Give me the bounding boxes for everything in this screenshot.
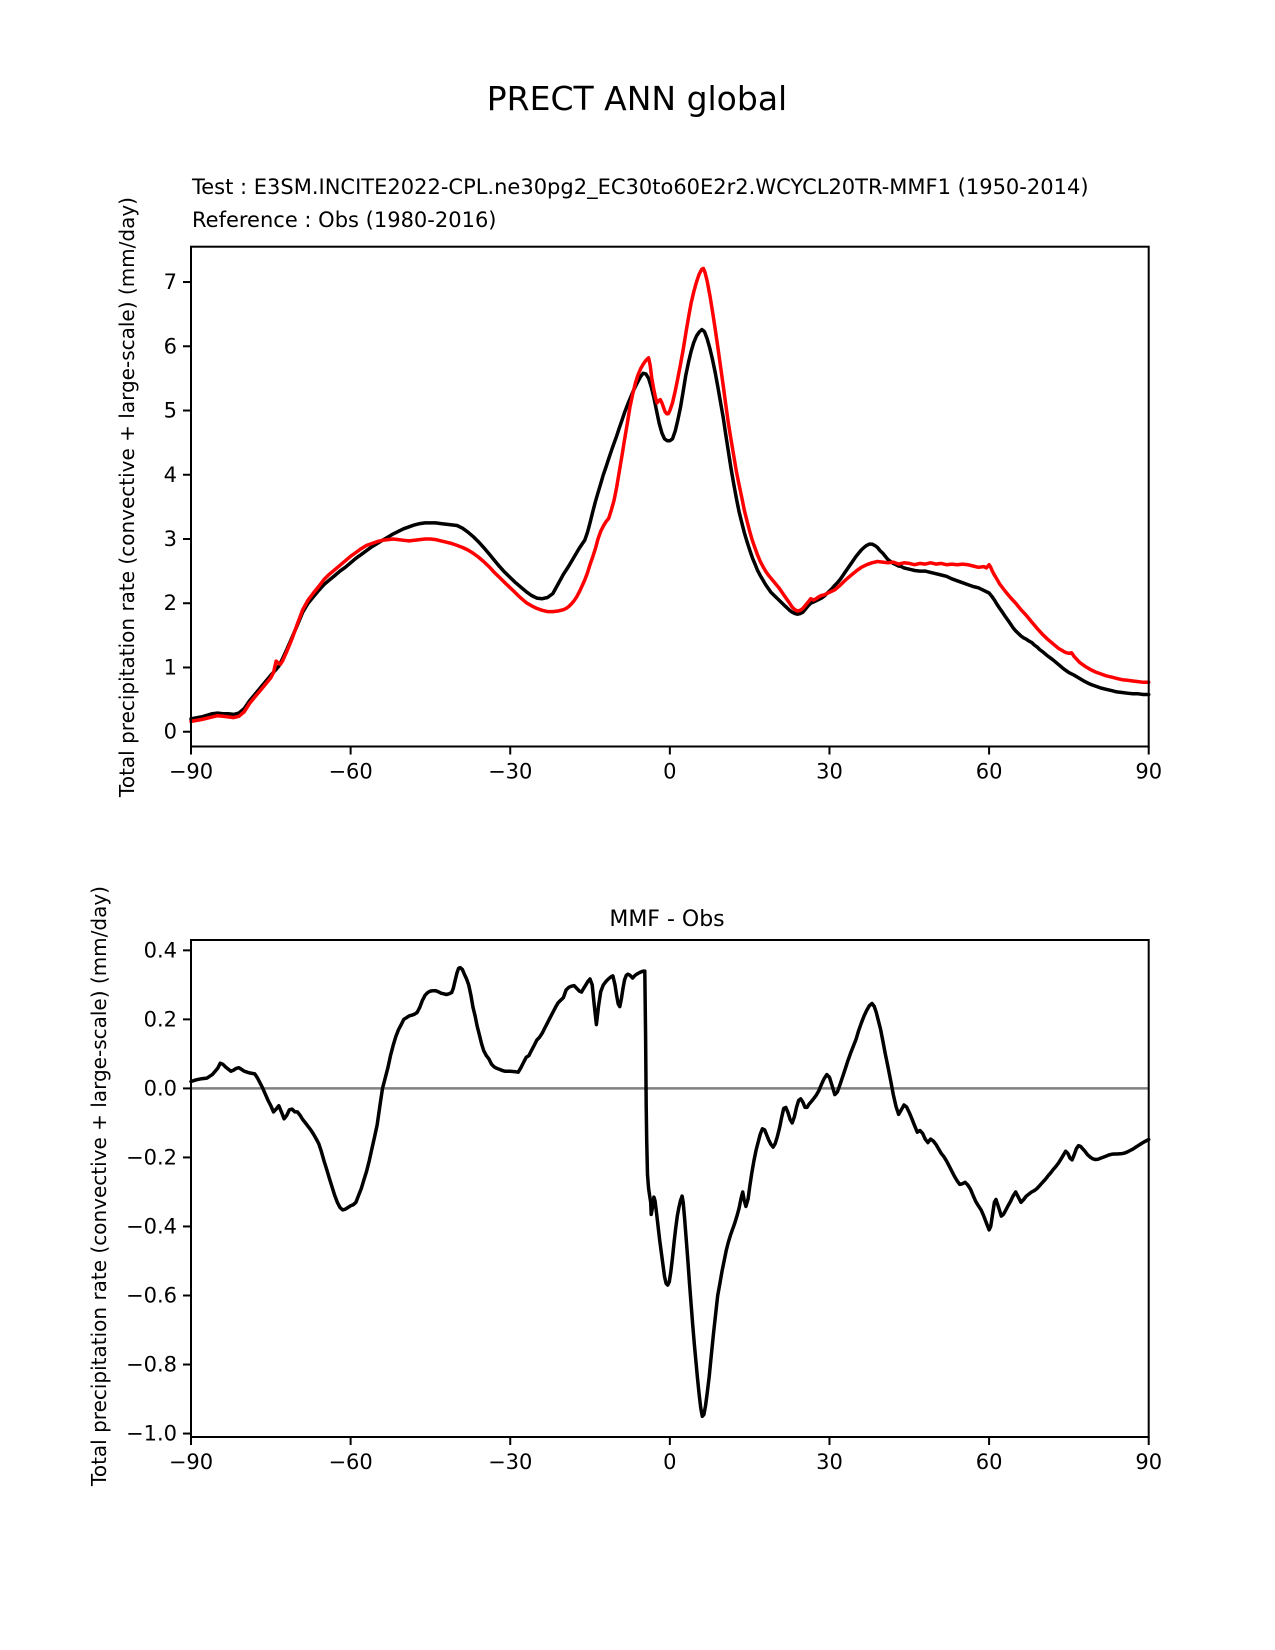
- axes-spines: [191, 247, 1149, 747]
- y-tick-label: 6: [163, 334, 177, 359]
- y-tick-label: −0.8: [126, 1352, 177, 1377]
- y-tick-label: 3: [163, 526, 177, 551]
- y-tick-label: −0.2: [126, 1145, 177, 1170]
- x-tick-label: 30: [816, 759, 843, 784]
- page-title: PRECT ANN global: [486, 79, 788, 118]
- top-chart-ylabel: Total precipitation rate (convective + large-scale) (mm/day): [115, 197, 139, 797]
- axes-spines: [191, 940, 1149, 1437]
- reference-line-Obs: [191, 269, 1149, 722]
- y-tick-label: 7: [163, 270, 177, 295]
- x-tick-label: 60: [975, 1450, 1003, 1474]
- x-tick-label: 0: [663, 1450, 677, 1474]
- difference-line: [191, 968, 1149, 1417]
- x-tick-label: 90: [1135, 759, 1163, 784]
- y-tick-label: 5: [163, 398, 177, 423]
- y-tick-label: −1.0: [126, 1421, 177, 1446]
- bottom-chart: [126, 938, 1162, 1474]
- x-tick-label: −30: [488, 759, 533, 784]
- y-tick-label: 2: [163, 591, 177, 616]
- y-tick-label: 1: [163, 655, 177, 680]
- y-tick-label: −0.6: [126, 1283, 177, 1308]
- reference-annotation: Reference : Obs (1980-2016): [192, 208, 497, 232]
- bottom-chart-ylabel: Total precipitation rate (convective + large-scale) (mm/day): [87, 886, 111, 1486]
- y-tick-label: 0.2: [143, 1007, 177, 1032]
- y-tick-label: 4: [163, 462, 177, 487]
- x-tick-label: 0: [663, 759, 677, 784]
- x-tick-label: −90: [168, 1450, 214, 1474]
- x-tick-label: 60: [975, 759, 1003, 784]
- y-tick-label: 0: [163, 719, 177, 744]
- x-tick-label: 90: [1135, 1450, 1163, 1474]
- x-tick-label: −60: [328, 1450, 373, 1474]
- x-tick-label: 30: [816, 1450, 843, 1474]
- y-tick-label: 0.0: [143, 1076, 177, 1101]
- x-tick-label: −60: [328, 759, 373, 784]
- x-tick-label: −90: [168, 759, 214, 784]
- y-tick-label: 0.4: [143, 938, 177, 963]
- x-tick-label: −30: [488, 1450, 533, 1474]
- bottom-chart-title: MMF - Obs: [609, 907, 725, 932]
- y-tick-label: −0.4: [126, 1214, 177, 1239]
- top-chart: [164, 247, 1162, 784]
- test-line-MMF: [191, 330, 1149, 719]
- test-annotation: Test : E3SM.INCITE2022-CPL.ne30pg2_EC30to60E2r2.WCYCL20TR-MMF1 (1950-2014): [192, 175, 1089, 199]
